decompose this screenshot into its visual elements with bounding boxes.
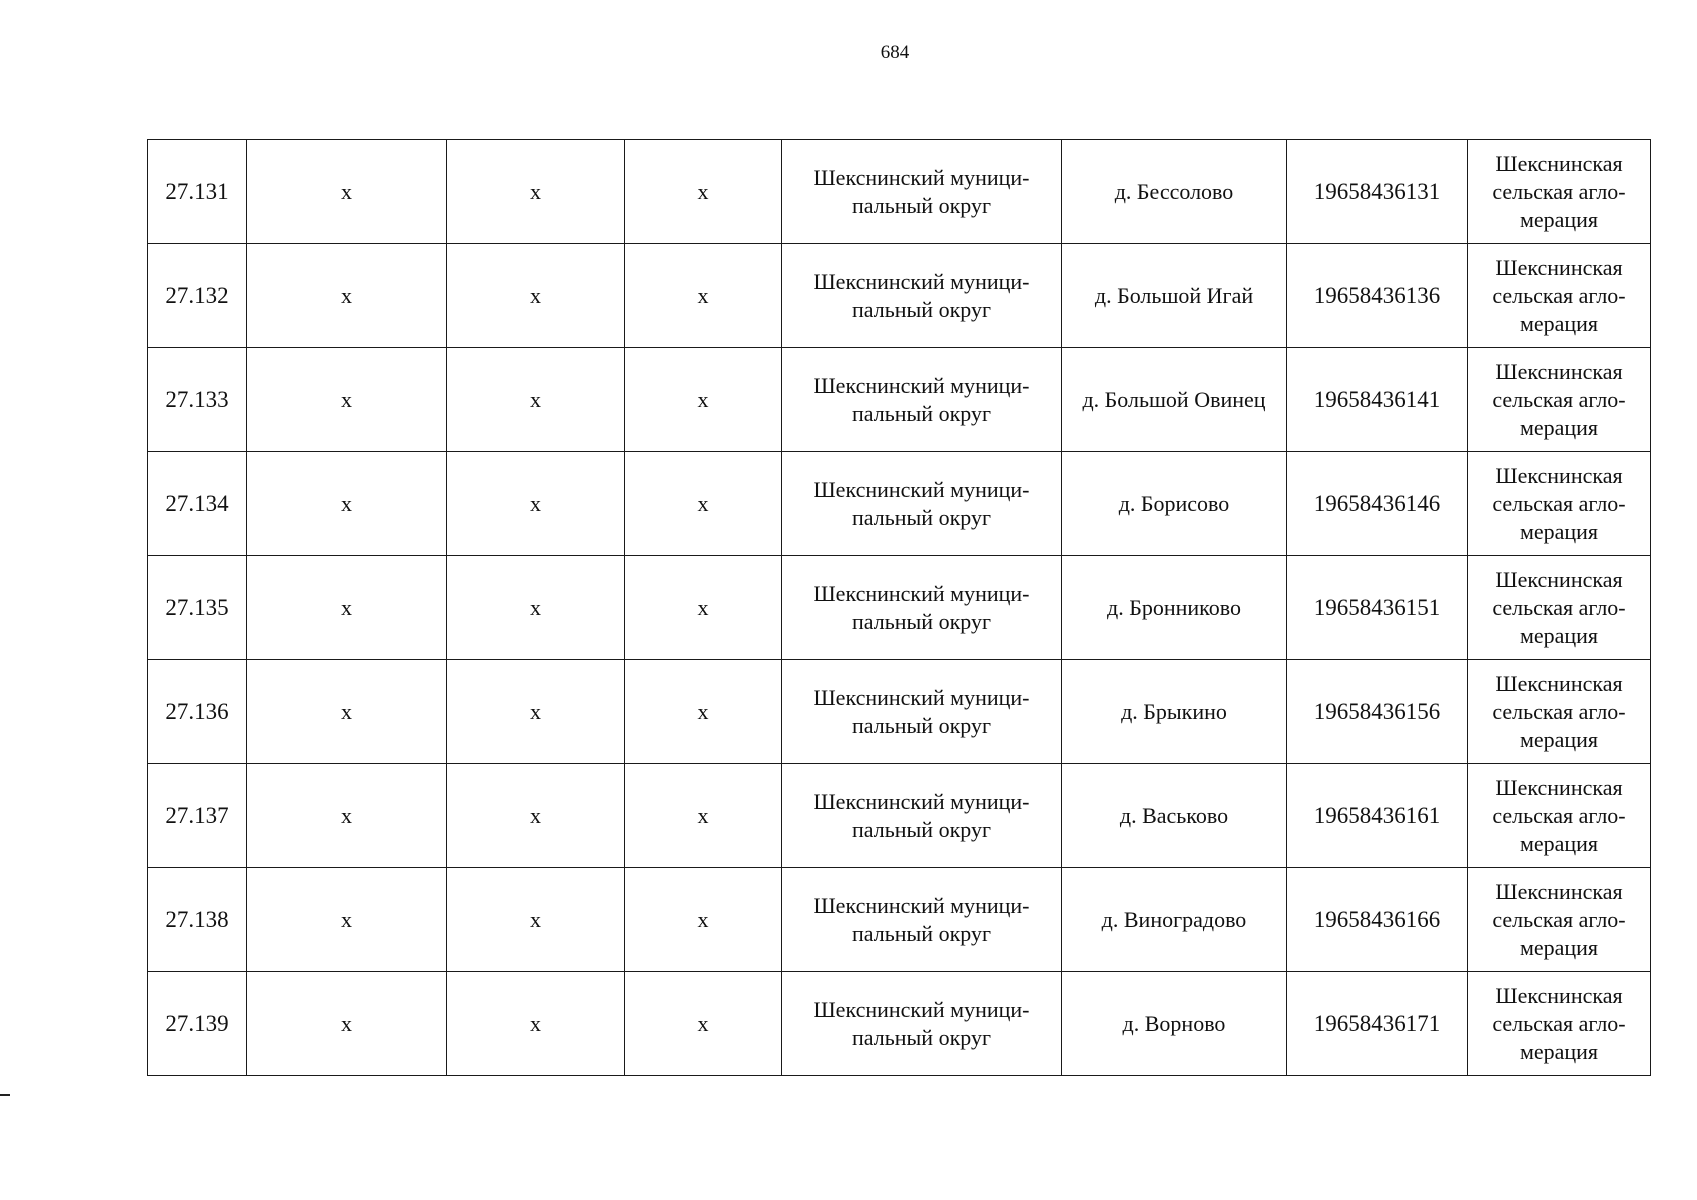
column-2-cell: x — [247, 244, 447, 348]
row-number-cell: 27.137 — [148, 764, 247, 868]
settlement-cell: д. Большой Игай — [1062, 244, 1287, 348]
table-row — [148, 556, 1651, 660]
column-2-cell: x — [247, 556, 447, 660]
column-4-cell: x — [625, 348, 782, 452]
table-row — [148, 452, 1651, 556]
oktmo-code-cell: 19658436166 — [1287, 868, 1468, 972]
row-number-cell: 27.138 — [148, 868, 247, 972]
municipality-cell: Шекснинский муници- пальный округ — [782, 452, 1062, 556]
column-2-cell: x — [247, 660, 447, 764]
oktmo-code-cell: 19658436151 — [1287, 556, 1468, 660]
table-row — [148, 868, 1651, 972]
oktmo-code-cell: 19658436131 — [1287, 140, 1468, 244]
oktmo-code-cell: 19658436136 — [1287, 244, 1468, 348]
column-4-cell: x — [625, 764, 782, 868]
municipality-cell: Шекснинский муници- пальный округ — [782, 140, 1062, 244]
municipality-cell: Шекснинский муници- пальный округ — [782, 348, 1062, 452]
settlement-cell: д. Большой Овинец — [1062, 348, 1287, 452]
margin-tick-mark — [0, 1094, 10, 1096]
settlement-cell: д. Бронниково — [1062, 556, 1287, 660]
column-2-cell: x — [247, 868, 447, 972]
settlement-cell: д. Борисово — [1062, 452, 1287, 556]
oktmo-code-cell: 19658436156 — [1287, 660, 1468, 764]
column-2-cell: x — [247, 348, 447, 452]
column-2-cell: x — [247, 452, 447, 556]
row-number-cell: 27.134 — [148, 452, 247, 556]
agglomeration-cell: Шекснинская сельская агло- мерация — [1468, 868, 1651, 972]
column-3-cell: x — [447, 452, 625, 556]
municipality-cell: Шекснинский муници- пальный округ — [782, 972, 1062, 1076]
row-number-cell: 27.135 — [148, 556, 247, 660]
column-4-cell: x — [625, 556, 782, 660]
column-4-cell: x — [625, 868, 782, 972]
row-number-cell: 27.139 — [148, 972, 247, 1076]
page-number: 684 — [880, 42, 910, 63]
agglomeration-cell: Шекснинская сельская агло- мерация — [1468, 244, 1651, 348]
column-3-cell: x — [447, 556, 625, 660]
settlement-cell: д. Бессолово — [1062, 140, 1287, 244]
row-number-cell: 27.132 — [148, 244, 247, 348]
column-4-cell: x — [625, 972, 782, 1076]
column-2-cell: x — [247, 140, 447, 244]
settlement-cell: д. Васьково — [1062, 764, 1287, 868]
municipality-cell: Шекснинский муници- пальный округ — [782, 764, 1062, 868]
column-3-cell: x — [447, 972, 625, 1076]
municipality-cell: Шекснинский муници- пальный округ — [782, 660, 1062, 764]
row-number-cell: 27.136 — [148, 660, 247, 764]
column-3-cell: x — [447, 868, 625, 972]
table-row — [148, 140, 1651, 244]
column-4-cell: x — [625, 140, 782, 244]
row-number-cell: 27.133 — [148, 348, 247, 452]
settlement-cell: д. Брыкино — [1062, 660, 1287, 764]
agglomeration-cell: Шекснинская сельская агло- мерация — [1468, 348, 1651, 452]
column-2-cell: x — [247, 972, 447, 1076]
settlement-cell: д. Ворново — [1062, 972, 1287, 1076]
oktmo-code-cell: 19658436171 — [1287, 972, 1468, 1076]
settlement-cell: д. Виноградово — [1062, 868, 1287, 972]
agglomeration-cell: Шекснинская сельская агло- мерация — [1468, 660, 1651, 764]
oktmo-code-cell: 19658436161 — [1287, 764, 1468, 868]
table-row — [148, 660, 1651, 764]
settlements-table — [147, 139, 1651, 1076]
municipality-cell: Шекснинский муници- пальный округ — [782, 244, 1062, 348]
agglomeration-cell: Шекснинская сельская агло- мерация — [1468, 764, 1651, 868]
table-row — [148, 972, 1651, 1076]
column-4-cell: x — [625, 452, 782, 556]
agglomeration-cell: Шекснинская сельская агло- мерация — [1468, 452, 1651, 556]
table-row — [148, 348, 1651, 452]
agglomeration-cell: Шекснинская сельская агло- мерация — [1468, 556, 1651, 660]
column-4-cell: x — [625, 244, 782, 348]
table-row — [148, 244, 1651, 348]
column-3-cell: x — [447, 244, 625, 348]
table-row — [148, 764, 1651, 868]
column-4-cell: x — [625, 660, 782, 764]
agglomeration-cell: Шекснинская сельская агло- мерация — [1468, 140, 1651, 244]
oktmo-code-cell: 19658436146 — [1287, 452, 1468, 556]
municipality-cell: Шекснинский муници- пальный округ — [782, 556, 1062, 660]
agglomeration-cell: Шекснинская сельская агло- мерация — [1468, 972, 1651, 1076]
column-3-cell: x — [447, 660, 625, 764]
column-3-cell: x — [447, 140, 625, 244]
column-2-cell: x — [247, 764, 447, 868]
oktmo-code-cell: 19658436141 — [1287, 348, 1468, 452]
column-3-cell: x — [447, 348, 625, 452]
table-body — [148, 140, 1651, 1076]
column-3-cell: x — [447, 764, 625, 868]
row-number-cell: 27.131 — [148, 140, 247, 244]
municipality-cell: Шекснинский муници- пальный округ — [782, 868, 1062, 972]
